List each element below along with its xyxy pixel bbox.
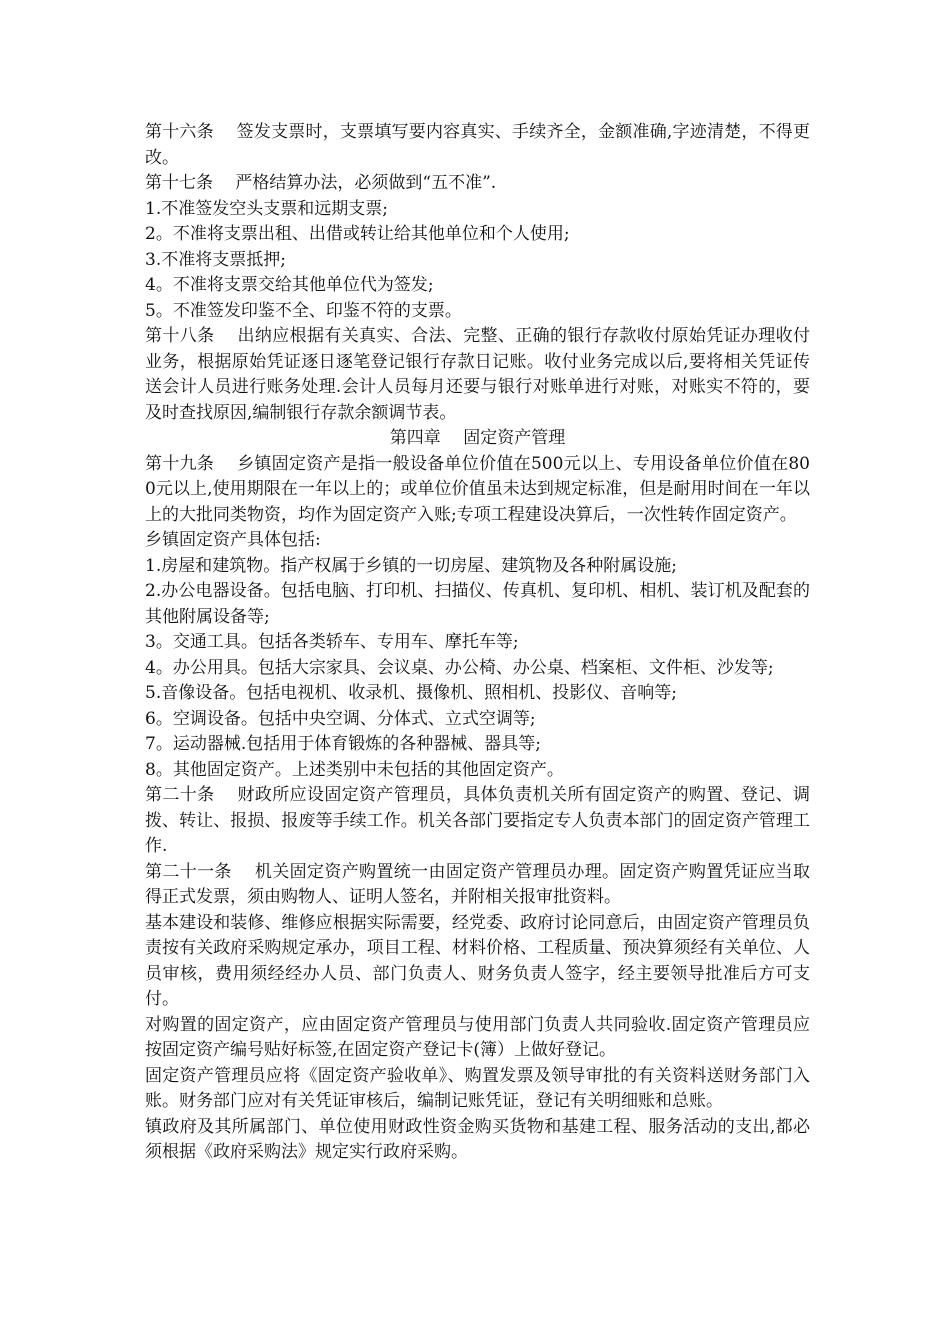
chapter-heading: 第四章 固定资产管理 [389,428,566,448]
list-item: 1.不准签发空头支票和远期支票; [145,198,388,219]
list-item: 7。运动器械.包括用于体育锻炼的各种器械、器具等; [145,734,541,754]
list-item: 1.房屋和建筑物。指产权属于乡镇的一切房屋、建筑物及各种附属设施; [145,555,677,576]
paragraph: 基本建设和装修、维修应根据实际需要，经党委、政府讨论同意后，由固定资产管理员负责按有关政府采购规定承办，项目工程、材料价格、工程质量、预决算须经有关单位、人员审核，费用须经经办人员、部门负责人、财务负责人签字，经主要领导批准后方可支付。 [145,912,810,1009]
list-item: 4。不准将支票交给其他单位代为签发; [145,275,434,295]
article-18: 第十八条 出纳应根据有关真实、合法、完整、正确的银行存款收付原始凭证办理收付业务，根据原始凭证逐日逐笔登记银行存款日记账。收付业务完成以后,要将相关凭证传送会计人员进行账务处理.会计人员每月还要与银行对账单进行对账，对账实不符的，要及时查找原因,编制银行存款余额调节表。 [145,326,810,423]
list-item: 6。空调设备。包括中央空调、分体式、立式空调等; [145,708,536,729]
article-21: 第二十一条 机关固定资产购置统一由固定资产管理员办理。固定资产购置凭证应当取得正式发票，须由购物人、证明人签名，并附相关报审批资料。 [145,861,810,907]
list-item: 3。交通工具。包括各类轿车、专用车、摩托车等; [145,632,519,652]
article-16: 第十六条 签发支票时，支票填写要内容真实、手续齐全，金额准确,字迹清楚，不得更改。 [145,122,810,168]
article-17: 第十七条 严格结算办法，必须做到“五不准”. [145,173,497,193]
paragraph: 乡镇固定资产具体包括: [145,530,321,550]
article-19: 第十九条 乡镇固定资产是指一般设备单位价值在500元以上、专用设备单位价值在800元以上,使用期限在一年以上的；或单位价值虽未达到规定标准，但是耐用时间在一年以上的大批同类物资，均作为固定资产入账;专项工程建设决算后，一次性转作固定资产。 [145,453,810,525]
list-item: 3.不准将支票抵押; [145,249,286,270]
list-item: 5.音像设备。包括电视机、收录机、摄像机、照相机、投影仪、音响等; [145,683,677,703]
paragraph: 对购置的固定资产，应由固定资产管理员与使用部门负责人共同验收.固定资产管理员应按固定资产编号贴好标签,在固定资产登记卡(簿）上做好登记。 [145,1014,810,1060]
list-item: 8。其他固定资产。上述类别中未包括的其他固定资产。 [145,759,564,780]
article-20: 第二十条 财政所应设固定资产管理员，具体负责机关所有固定资产的购置、登记、调拨、转让、报损、报废等手续工作。机关各部门要指定专人负责本部门的固定资产管理工作. [145,785,810,856]
paragraph: 固定资产管理员应将《固定资产验收单》、购置发票及领导审批的有关资料送财务部门入账。财务部门应对有关凭证审核后，编制记账凭证，登记有关明细账和总账。 [145,1065,810,1111]
document-body [145,120,810,1166]
list-item: 2.办公电器设备。包括电脑、打印机、扫描仪、传真机、复印机、相机、装订机及配套的其他附属设备等; [145,581,810,627]
paragraph: 镇政府及其所属部门、单位使用财政性资金购买货物和基建工程、服务活动的支出,都必须根据《政府采购法》规定实行政府采购。 [145,1116,810,1162]
list-item: 5。不准签发印鉴不全、印鉴不符的支票。 [145,300,462,321]
list-item: 4。办公用具。包括大宗家具、会议桌、办公椅、办公桌、档案柜、文件柜、沙发等; [145,657,774,678]
list-item: 2。不准将支票出租、出借或转让给其他单位和个人使用; [145,224,570,244]
